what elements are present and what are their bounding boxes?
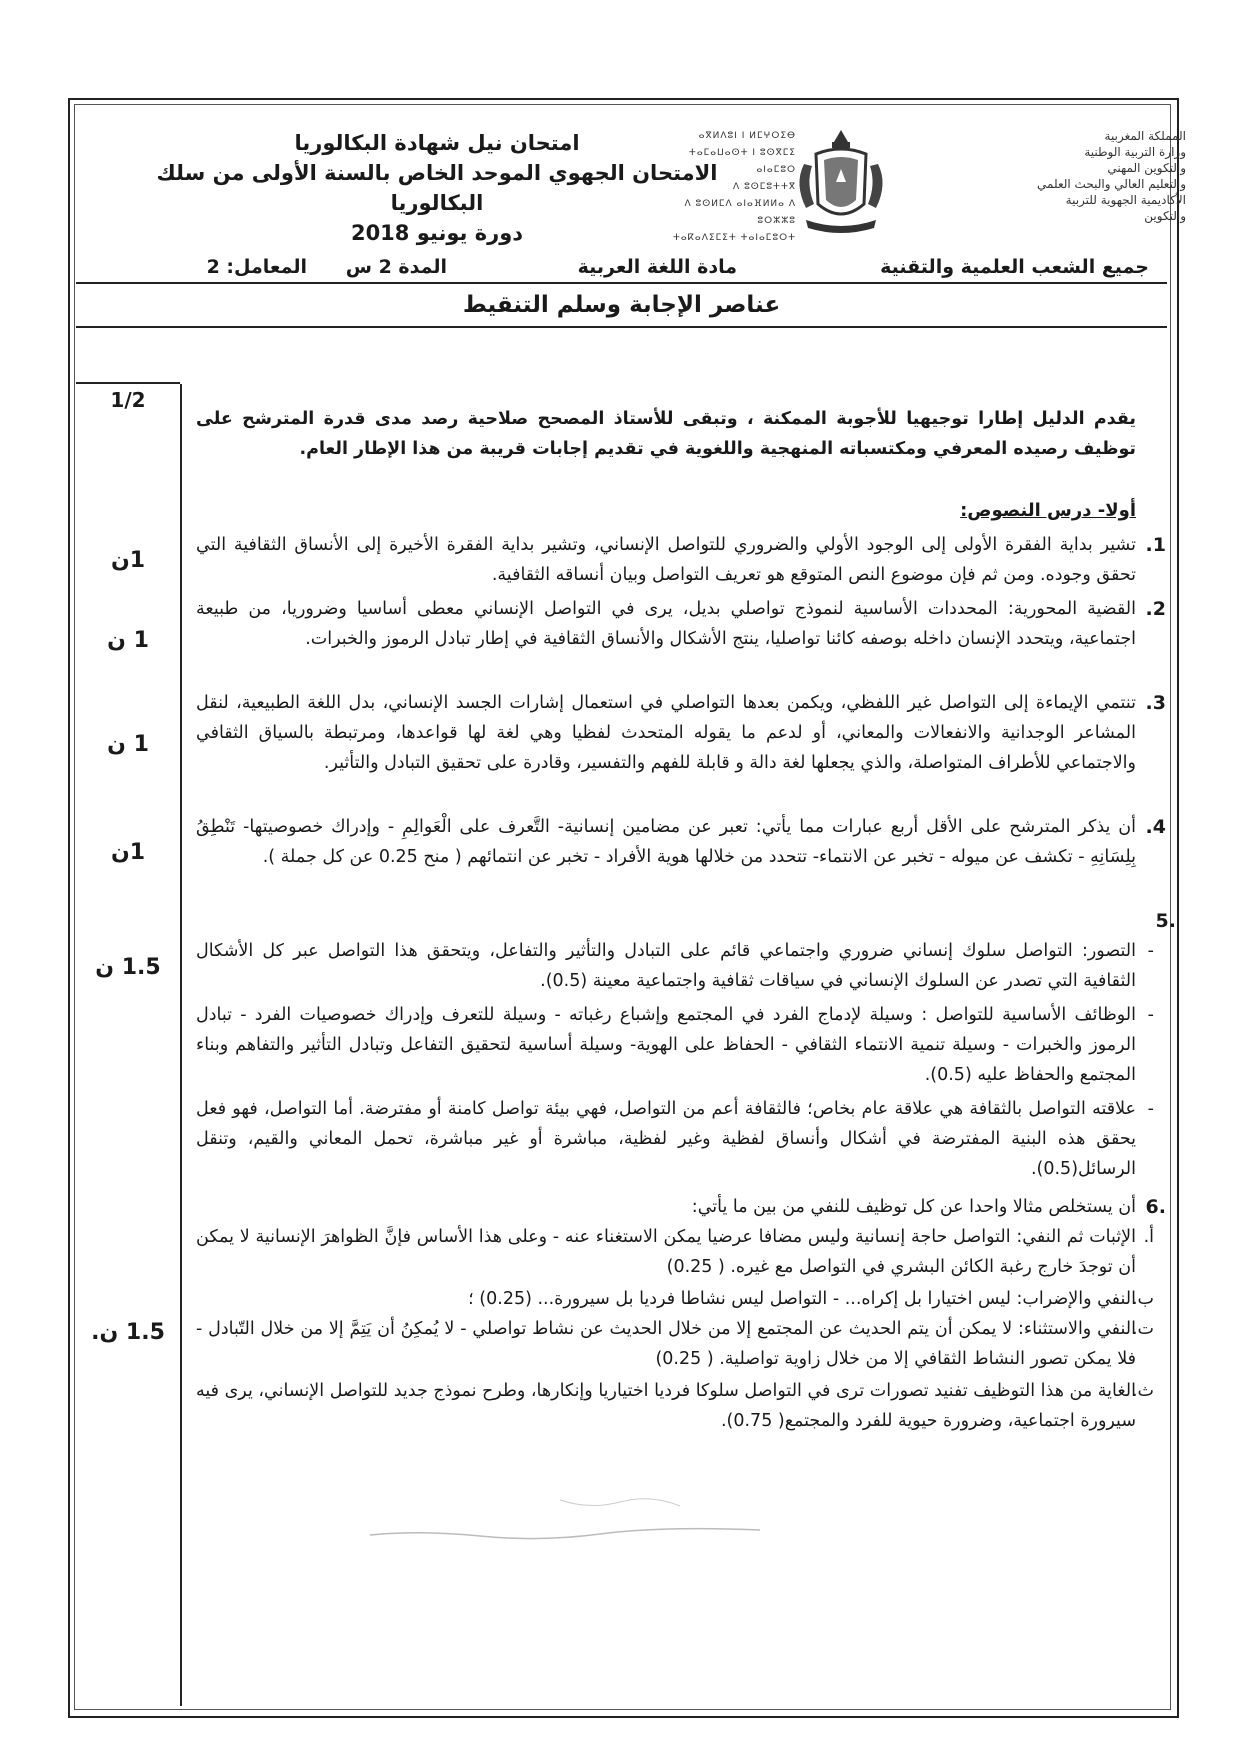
question-1 [196, 530, 1166, 590]
tifinagh-line: ⵜⴰⵎⴰⵡⴰⵙⵜ ⵏ ⵓⵙⴳⵎⵉ ⴰⵏⴰⵎⵓⵔ [688, 148, 796, 175]
exam-title-line2: الامتحان الجهوي الموحد الخاص بالسنة الأولى من سلك البكالوريا [156, 161, 718, 215]
score-q1: 1ن [110, 548, 146, 573]
answer-text: تشير بداية الفقرة الأولى إلى الوجود الأولي والضروري للتواصل الإنساني، وتشير بداية الفقرة الأخيرة إلى الأنساق الثقافية التي تحقق وجوده. ومن ثم فإن موضوع النص المتوقع هو تعريف التواصل وبيان أنساقه الثقافية. [196, 535, 1136, 585]
subject-label: مادة اللغة العربية [577, 256, 737, 278]
page-subtitle: عناصر الإجابة وسلم التنقيط [76, 284, 1167, 328]
coefficient-label: المعامل: 2 [206, 256, 307, 278]
question-3 [196, 688, 1166, 778]
score-column [76, 384, 182, 1706]
answer-text: تنتمي الإيماءة إلى التواصل غير اللفظي، ويكمن بعدها التواصلي في استعمال إشارات الجسد الإنساني، بدل اللغة الطبيعية، لنقل المشاعر الوجدانية والانفعالات والمعاني، أو لدعم ما يقوله المتحدث لفظيا وهي لغة لها قواعدها، ومرتبطة بالسياق الثقافي والاجتماعي للأطراف المتواصلة، والذي يجعلها لغة دالة و قابلة للفهم والتفسير، وقادرة على تحقيق التبادل والتأثير. [196, 693, 1136, 773]
item-label: ث. [1131, 1381, 1154, 1401]
question-6-part-d [196, 1376, 1154, 1436]
kingdom-emblem-icon [776, 124, 906, 240]
answer-text: التصور: التواصل سلوك إنساني ضروري واجتماعي قائم على التبادل والتأثير والتفاعل، ويتحقق هذا التواصل عبر كل الأشكال الثقافية التي تصدر عن السلوك الإنساني في سياقات ثقافية واجتماعية معينة (0.5). [196, 941, 1136, 991]
answer-text: علاقته التواصل بالثقافة هي علاقة عام بخاص؛ فالثقافة أعم من التواصل، فهي بيئة تواصل كامنة أو مفترضة. أما التواصل، فهو فعل يحقق هذه البنية المفترضة في أشكال وأنساق لفظية وغير لفظية، مباشرة أو غير مباشرة، تحمل المعاني والقيم، وتنقل الرسائل(0.5). [196, 1099, 1136, 1179]
ministry-name [1036, 128, 1186, 224]
bullet: - [1147, 1005, 1154, 1025]
question-5-part-b [196, 1000, 1154, 1090]
score-q4: 1ن [110, 840, 146, 865]
question-number: 2. [1145, 598, 1166, 620]
ministry-line: والتعليم العالي والبحث العلمي [1037, 177, 1186, 191]
exam-header [76, 106, 1186, 284]
score-q5: 1.5 ن [95, 955, 161, 980]
exam-title [137, 128, 737, 248]
section-title: أولا- درس النصوص: [960, 500, 1136, 521]
item-label: أ. [1143, 1227, 1154, 1247]
ministry-line: المملكة المغربية [1104, 129, 1186, 143]
exam-session: دورة يونيو 2018 [350, 221, 524, 245]
item-label: ب. [1131, 1289, 1154, 1309]
duration-label: المدة 2 س [345, 256, 447, 278]
streams-label: جميع الشعب العلمية والتقنية [880, 256, 1149, 278]
item-label: ت. [1131, 1319, 1154, 1339]
question-number: 3. [1145, 692, 1166, 714]
answer-text: الوظائف الأساسية للتواصل : وسيلة لإدماج الفرد في المجتمع وإشباع رغباته - وسيلة للتعرف وإدراك خصوصيات الفرد - تبادل الرموز والخبرات - وسيلة تنمية الانتماء الثقافي - الحفاظ على الهوية- وسيلة أساسية لتحقيق التفاعل وتبادل التأثير والتفاهم وبناء المجتمع والحفاظ عليه (0.5). [196, 1005, 1136, 1085]
ministry-tifinagh [656, 128, 796, 247]
question-number: 4. [1145, 816, 1166, 838]
question-5-part-c [196, 1094, 1154, 1184]
answer-text: النفي والاستثناء: لا يمكن أن يتم الحديث عن المجتمع إلا من خلال الحديث عن نشاط تواصلي - لا يُمكِنُ أن يَتِمَّ إلا من خلال التّبادل - فلا يمكن تصور النشاط الثقافي إلا من خلال زاوية تواصلية. ( 0.25) [196, 1319, 1136, 1369]
ministry-line: وزارة التربية الوطنية [1084, 145, 1186, 159]
score-q6: 1.5 ن. [91, 1320, 165, 1345]
question-6-part-b [196, 1284, 1154, 1314]
score-q3: 1 ن [107, 732, 149, 757]
question-number: .6 [1145, 1196, 1166, 1218]
question-number: 1. [1145, 534, 1166, 556]
answer-text: الغاية من هذا التوظيف تفنيد تصورات ترى في التواصل سلوكا فرديا اختياريا وإنكارها، وطرح نموذج جديد للتواصل الإنساني، يرى فيه سيرورة اجتماعية، وضرورة حيوية للفرد والمجتمع( 0.75). [196, 1381, 1136, 1431]
faint-scribble-mark [360, 1490, 780, 1550]
question-6-part-c [196, 1314, 1154, 1374]
question-4 [196, 812, 1166, 872]
answer-text: النفي والإضراب: ليس اختيارا بل إكراه... - التواصل ليس نشاطا فرديا بل سيرورة... (0.25) ؛ [468, 1289, 1136, 1309]
ministry-line: الأكاديمية الجهوية للتربية والتكوين [1065, 193, 1186, 223]
page-number: 1/2 [110, 388, 146, 412]
exam-title-line1: امتحان نيل شهادة البكالوريا [294, 131, 580, 155]
question-6-part-a [196, 1222, 1154, 1282]
ministry-line: والتكوين المهني [1107, 161, 1186, 175]
answer-text: أن يذكر المترشح على الأقل أربع عبارات مما يأتي: تعبر عن مضامين إنسانية- التَّعرف على الْعَوالِمِ - وإدراك خصوصيتها- تَنْطِقُ بِلِسَانِهِ - تكشف عن ميوله - تخبر عن الانتماء- تتحدد من خلالها هوية الأفراد - تخبر عن انتمائهم ( منح 0.25 عن كل جملة ). [196, 817, 1136, 867]
question-number: .5 [1155, 910, 1176, 932]
score-q2: 1 ن [107, 628, 149, 653]
tifinagh-line: ⴰⴳⵍⴷⵓⵏ ⵏ ⵍⵎⵖⵔⵉⴱ [698, 131, 796, 141]
tifinagh-line: ⴷ ⵓⵙⵍⵎⴷ ⴰⵏⴰⴼⵍⵍⴰ ⴷ ⵓⵔⵣⵣⵓ [684, 199, 796, 226]
exam-info-line [76, 256, 1167, 280]
answer-text: أن يستخلص مثالا واحدا عن كل توظيف للنفي من بين ما يأتي: [691, 1197, 1136, 1217]
answer-text: الإثبات ثم النفي: التواصل حاجة إنسانية وليس مضافا عرضيا يمكن الاستغناء عنه - وعلى هذا الأساس فإنَّ الظواهرَ الإنسانية لا يمكن أن توجدَ خارج رغبة الكائن البشري في التواصل مع غيره. ( 0.25) [196, 1227, 1136, 1277]
question-2 [196, 594, 1166, 654]
intro-paragraph: يقدم الدليل إطارا توجيهيا للأجوبة الممكنة ، وتبقى للأستاذ المصحح صلاحية رصد مدى قدرة المترشح على توظيف رصيده المعرفي ومكتسباته المنهجية واللغوية في تقديم إجابات قريبة من هذا الإطار العام. [196, 409, 1136, 459]
page-frame-inner [74, 104, 1171, 1710]
bullet: - [1147, 941, 1154, 961]
tifinagh-line: ⵜⴰⴽⴰⴷⵉⵎⵉⵜ ⵜⴰⵏⴰⵎⵓⵔⵜ [673, 233, 796, 243]
tifinagh-line: ⴷ ⵓⵙⵎⵓⵜⵜⴳ [733, 182, 796, 192]
bullet: - [1147, 1099, 1154, 1119]
question-6 [196, 1192, 1166, 1222]
answer-text: القضية المحورية: المحددات الأساسية لنموذج تواصلي بديل، يرى في التواصل الإنساني معطى أساسيا وضروريا، من طبيعة اجتماعية، ويتحدد الإنسان داخله بوصفه كائنا تواصليا، ينتج الأشكال والأنساق الثقافية في إطار تبادل الرموز والخبرات. [196, 599, 1136, 649]
question-5-part-a [196, 936, 1154, 996]
